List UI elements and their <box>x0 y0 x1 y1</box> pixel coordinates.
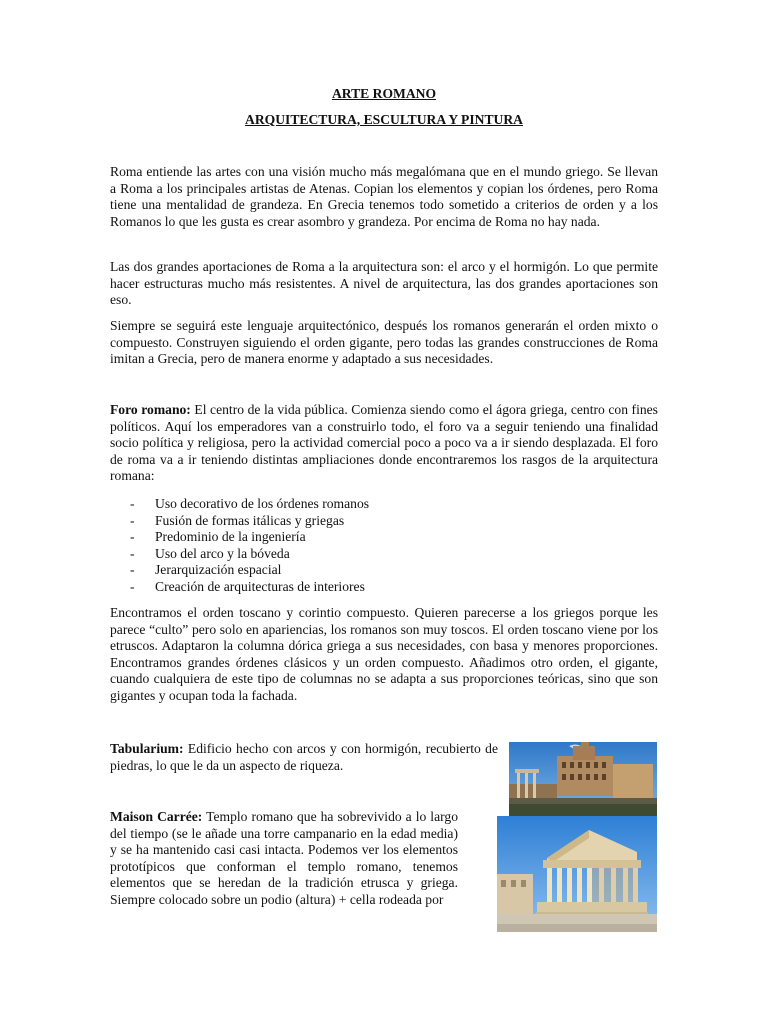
list-item <box>130 496 369 513</box>
list-item <box>130 513 369 530</box>
list-dash: - <box>130 529 135 545</box>
maison-carree-paragraph <box>110 809 458 909</box>
list-item-text: Uso decorativo de los órdenes romanos <box>155 496 370 511</box>
tabularium-photo <box>509 742 657 816</box>
foro-paragraph <box>110 402 658 485</box>
tabularium-text: Edificio hecho con arcos y con hormigón, recubierto de piedras, lo que le da un aspecto de riqueza. <box>110 741 498 773</box>
list-dash: - <box>130 512 135 528</box>
list-dash: - <box>130 496 135 511</box>
list-dash: - <box>130 545 135 561</box>
maison-carree-term: Maison Carrée: <box>110 809 203 824</box>
list-item-text: Uso del arco y la bóveda <box>155 545 290 561</box>
list-item-text: Predominio de la ingeniería <box>155 529 306 545</box>
intro-paragraph-3: Siempre se seguirá este lenguaje arquitectónico, después los romanos generarán el orden mixto o compuesto. Construyen siguiendo el orden gigante, pero todas las grandes construcciones de Roma imitan a Grecia, pero de manera enorme y adaptado a sus necesidades. <box>110 318 658 367</box>
list-item <box>130 562 369 579</box>
list-item <box>130 546 369 563</box>
foro-text: El centro de la vida pública. Comienza siendo como el ágora griega, centro con fines políticos. Aquí los emperadores van a construirlo todo, el foro va a seguir teniendo una finalidad socio política y religiosa, pero la actividad comercial poco a poco va a ir siendo desplazada. El foro de roma va a ir teniendo distintas ampliaciones donde encontraremos los rasgos de la arquitectura romana: <box>110 402 658 484</box>
intro-paragraph-2: Las dos grandes aportaciones de Roma a la arquitectura son: el arco y el hormigón. Lo que permite hacer estructuras mucho más resistentes. A nivel de arquitectura, las dos grandes aportaciones son eso. <box>110 259 658 308</box>
intro-paragraph-1: Roma entiende las artes con una visión mucho más megalómana que en el mundo griego. Se llevan a Roma a los principales artistas de Atenas. Copian los elementos y copian los órdenes, pero Roma tiene una mentalidad de grandeza. En Grecia tenemos todo sometido a criterios de orden y a los Romanos lo que les gusta es crear asombro y grandeza. Por encima de Roma no hay nada. <box>110 164 658 229</box>
list-dash: - <box>130 562 135 578</box>
list-item <box>130 529 369 546</box>
foro-term: Foro romano: <box>110 402 191 417</box>
list-item <box>130 579 369 596</box>
list-item-text: Fusión de formas itálicas y griegas <box>155 512 345 528</box>
foro-feature-list <box>130 496 369 596</box>
list-item-text: Creación de arquitecturas de interiores <box>155 578 365 594</box>
list-dash: - <box>130 578 135 594</box>
tabularium-paragraph <box>110 741 498 774</box>
tabularium-term: Tabularium: <box>110 741 184 756</box>
document-title: ARTE ROMANO <box>331 86 437 101</box>
document-subtitle: ARQUITECTURA, ESCULTURA Y PINTURA <box>245 112 523 127</box>
list-item-text: Jerarquización espacial <box>155 562 282 578</box>
maison-carree-photo <box>497 816 657 932</box>
maison-carree-text: Templo romano que ha sobrevivido a lo largo del tiempo (se le añade una torre campanario en la edad media) y se ha mantenido casi casi intacta. Podemos ver los elementos prototípicos que conforman el templo romano, tenemos elementos que se heredan de la tradición etrusca y griega. Siempre colocado sobre un podio (altura) + cella rodeada por <box>110 809 458 907</box>
orders-paragraph: Encontramos el orden toscano y corintio compuesto. Quieren parecerse a los griegos porque les parece “culto” pero solo en apariencias, los romanos son muy toscos. El orden toscano viene por los etruscos. Adaptaron la columna dórica griega a sus necesidades, con basa y menores proporciones. Encontramos grandes órdenes clásicos y un orden compuesto. Añadimos otro orden, el gigante, cuando cualquiera de este tipo de columnas no se adapta a sus proporciones teóricas, sino que son gigantes y ocupan toda la fachada. <box>110 605 658 703</box>
